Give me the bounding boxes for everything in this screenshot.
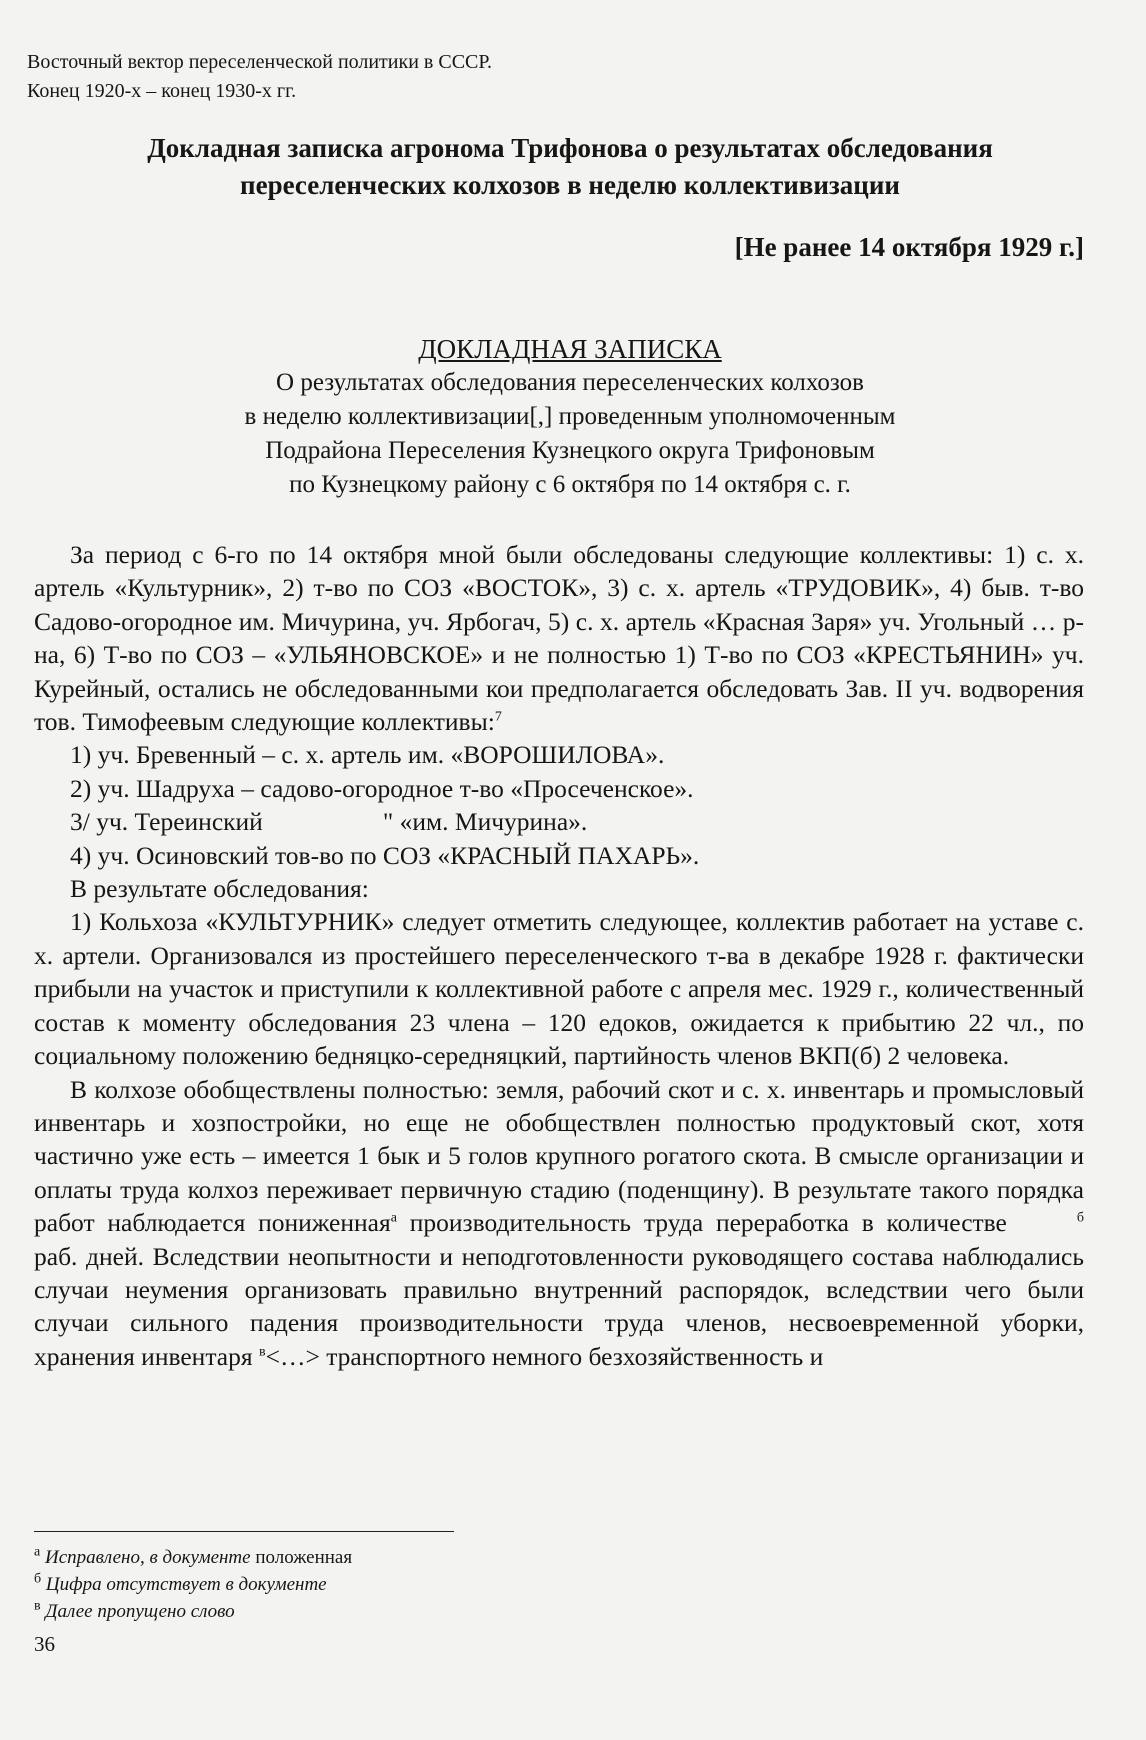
paragraph-collectives xyxy=(34,538,1084,738)
footnote-ref: а xyxy=(390,1210,397,1226)
title-line-2: переселенческих колхозов в неделю коллективизации xyxy=(240,170,900,200)
paragraph-text: раб. дней. Вследствии неопытности и неподготовленности руководящего состава наблюдались случаи неумения организовать правильно внутренний распорядок, вследствии чего были случаи сильного падения производительности труда членов, несвоевременной уборки, хранения инвентаря xyxy=(34,1241,1084,1371)
header-line-1: Восточный вектор переселенческой политики в СССР. xyxy=(27,51,493,73)
running-header xyxy=(27,48,492,106)
paragraph-result-heading: В результате обследования: xyxy=(70,874,369,904)
document-date: [Не ранее 14 октября 1929 г.] xyxy=(734,232,1084,262)
paragraph-text: В колхозе обобществлены полностью: земля, рабочий скот и с. х. инвентарь и промысловый инвентарь и хозпостройки, но еще не обобществлен полностью продуктовый скот, хотя частично уже есть – имеется 1 бык и 5 голов крупного рогатого скота. В смысле организации и оплаты труда колхоз переживает первичную стадию (поденщину). В результате такого порядка работ наблюдается пониженная xyxy=(34,1074,1084,1238)
list-item: 2) уч. Шадруха – садово-огородное т-во «Просеченское». xyxy=(70,773,694,803)
footnote-italic-text: Исправлено, в документе xyxy=(44,1547,251,1568)
footnote-ref: 7 xyxy=(494,709,502,725)
memo-body xyxy=(34,538,1084,1373)
list-item-part: 3/ уч. Тереинский xyxy=(70,807,263,837)
footnote-divider xyxy=(34,1531,454,1532)
list-item-part: " «им. Мичурина». xyxy=(382,807,588,837)
memo-subtitle-line-1: О результатах обследования переселенческих колхозов xyxy=(276,369,864,396)
list-item xyxy=(34,805,1084,838)
document-title xyxy=(60,130,1080,204)
footnote-ref: б xyxy=(1076,1210,1084,1226)
footnote-b xyxy=(34,1571,352,1598)
footnote-mark: в xyxy=(34,1598,41,1614)
footnotes xyxy=(34,1544,352,1625)
footnote-mark: а xyxy=(34,1544,41,1560)
footnote-c xyxy=(34,1598,352,1625)
paragraph-kulturnik: 1) Кольхоза «КУЛЬТУРНИК» следует отметить следующее, коллектив работает на уставе с. х. артели. Организовался из простейшего переселенческого т-ва в декабре 1928 г. фактически прибыли на участок и приступили к коллективной работе с апреля мес. 1929 г., количественный состав к моменту обследования 23 члена – 120 едоков, ожидается к прибытию 22 чл., по социальному положению бедняцко-середняцкий, партийность членов ВКП(б) 2 человека. xyxy=(34,907,1084,1071)
memo-title: ДОКЛАДНАЯ ЗАПИСКА xyxy=(418,334,722,364)
footnote-italic-text: Далее пропущено слово xyxy=(45,1601,235,1622)
memo-subtitle-line-3: Подрайона Переселения Кузнецкого округа Трифоновым xyxy=(265,437,875,464)
list-item: 1) уч. Бревенный – с. х. артель им. «ВОРОШИЛОВА». xyxy=(70,740,665,770)
paragraph-text: производительность труда переработка в количестве xyxy=(396,1208,1007,1238)
title-line-1: Докладная записка агронома Трифонова о результатах обследования xyxy=(147,133,993,163)
footnote-a xyxy=(34,1544,352,1571)
paragraph-text: За период с 6-го по 14 октября мной были обследованы следующие коллективы: 1) с. х. артель «Культурник», 2) т-во по СОЗ «ВОСТОК», 3) с. х. артель «ТРУДОВИК», 4) быв. т-во Садово-огородное им. Мичурина, уч. Ярбогач, 5) с. х. артель «Красная Заря» уч. Угольный … р-на, 6) Т-во по СОЗ – «УЛЬЯНОВСКОЕ» и не полностью 1) Т-во по СОЗ «КРЕСТЬЯНИН» уч. Курейный, остались не обследованными кои предполагается обследовать Зав. II уч. водворения тов. Тимофеевым следующие коллективы: xyxy=(34,540,1084,737)
page-number: 36 xyxy=(34,1632,55,1656)
footnote-mark: б xyxy=(34,1571,42,1587)
footnote-italic-text: Цифра отсутствует в документе xyxy=(45,1574,327,1595)
list-item: 4) уч. Осиновский тов-во по СОЗ «КРАСНЫЙ ПАХАРЬ». xyxy=(70,840,700,870)
header-line-2: Конец 1920-х – конец 1930-х гг. xyxy=(27,80,297,102)
memo-heading xyxy=(60,332,1080,502)
footnote-ref: в xyxy=(258,1344,266,1360)
paragraph-socialization xyxy=(34,1073,1084,1374)
footnote-text: положенная xyxy=(255,1547,353,1568)
paragraph-text: <…> транспортного немного безхозяйственность и xyxy=(265,1341,824,1371)
memo-subtitle-line-2: в неделю коллективизации[,] проведенным уполномоченным xyxy=(244,403,896,430)
memo-subtitle-line-4: по Кузнецкому району с 6 октября по 14 октября с. г. xyxy=(289,471,851,498)
